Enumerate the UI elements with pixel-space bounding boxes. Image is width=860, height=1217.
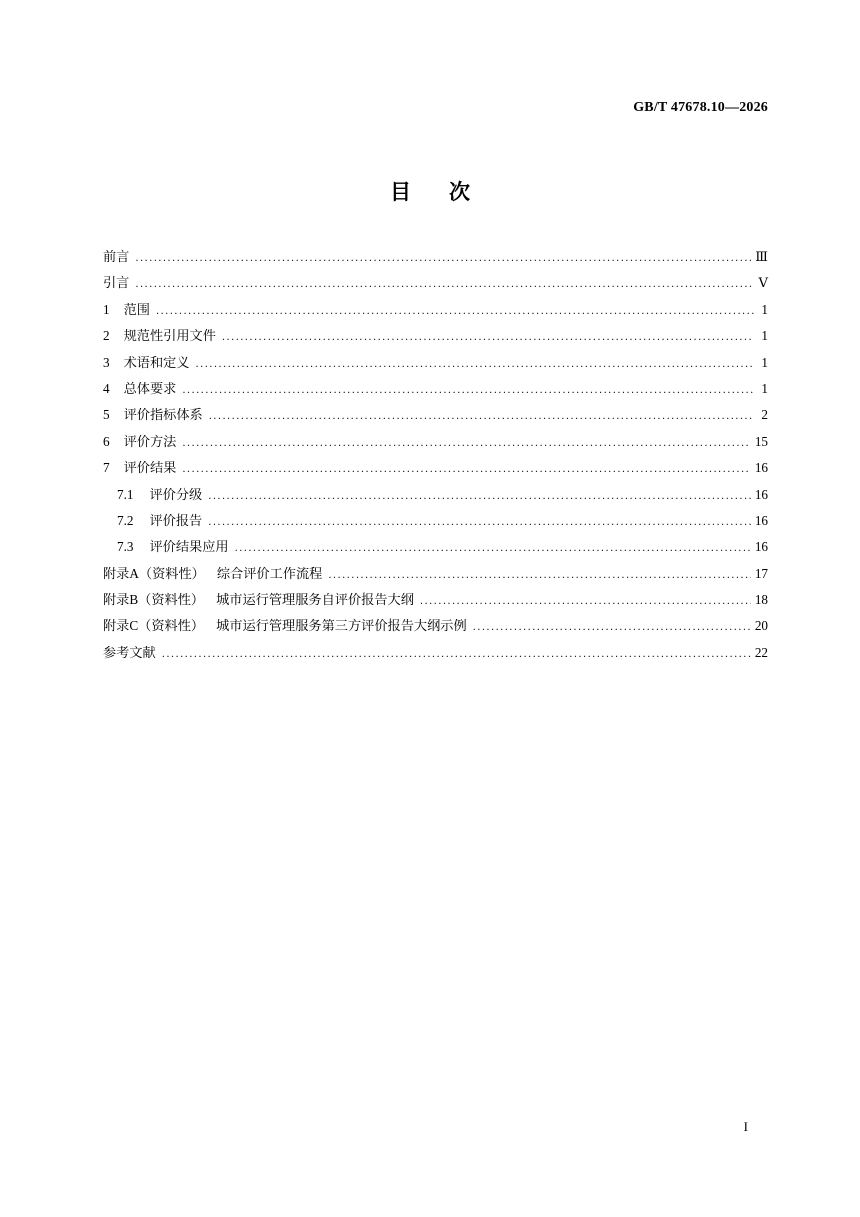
toc-leader-dots	[162, 642, 751, 668]
toc-leader-dots	[196, 352, 754, 378]
toc-entry-5[interactable]	[103, 402, 768, 428]
toc-entry-page: 22	[754, 644, 768, 660]
toc-leader-dots	[473, 615, 751, 641]
toc-entry-page: 16	[754, 539, 768, 555]
toc-entry-label: 评价方法	[123, 434, 177, 450]
toc-entry-6[interactable]	[103, 429, 768, 455]
toc-leader-dots	[222, 325, 754, 351]
toc-entry-label: 参考文献	[103, 645, 156, 661]
toc-entry-foreword[interactable]	[103, 244, 768, 270]
standard-number: GB/T 47678.10—2026	[633, 100, 768, 115]
toc-entry-label: 总体要求	[123, 381, 177, 397]
toc-leader-dots	[156, 299, 754, 325]
toc-entry-page: 17	[754, 565, 768, 581]
toc-entry-appendix-c[interactable]	[103, 613, 768, 639]
toc-leader-dots	[209, 404, 754, 430]
toc-entry-label: 规范性引用文件	[123, 329, 216, 345]
toc-entry-number: 1	[103, 301, 110, 317]
toc-entry-number: 7.2	[117, 512, 134, 528]
toc-leader-dots	[182, 431, 750, 457]
toc-leader-dots	[182, 457, 750, 483]
toc-entry-page: Ⅲ	[755, 249, 768, 264]
toc-entry-number: 7.1	[117, 486, 134, 502]
toc-entry-introduction[interactable]	[103, 270, 768, 296]
toc-entry-7-1[interactable]	[103, 482, 768, 508]
toc-leader-dots	[182, 378, 754, 404]
toc-entry-number: 5	[103, 407, 110, 423]
toc-leader-dots	[208, 510, 751, 536]
toc-entry-number: 6	[103, 433, 110, 449]
toc-leader-dots	[135, 272, 754, 298]
toc-entry-page: 16	[754, 512, 768, 528]
toc-entry-number: 3	[103, 354, 110, 370]
toc-entry-page: Ⅴ	[758, 275, 768, 291]
toc-entry-number: 附录C（资料性）	[103, 618, 205, 634]
toc-entry-appendix-a[interactable]	[103, 561, 768, 587]
toc-entry-number: 2	[103, 328, 110, 344]
toc-entry-number: 7	[103, 460, 110, 476]
toc-entry-7-2[interactable]	[103, 508, 768, 534]
toc-entry-label: 城市运行管理服务第三方评价报告大纲示例	[216, 619, 467, 635]
toc-leader-dots	[235, 536, 751, 562]
toc-entry-page: 15	[754, 433, 768, 449]
toc-entry-page: 18	[754, 592, 768, 608]
toc-leader-dots	[328, 563, 750, 589]
toc-entry-3[interactable]	[103, 350, 768, 376]
page-title: 目次	[390, 179, 508, 204]
toc-entry-label: 评价报告	[149, 513, 203, 529]
toc-entry-label: 范围	[123, 302, 150, 318]
toc-entry-bibliography[interactable]	[103, 640, 768, 666]
toc-entry-page: 1	[761, 380, 768, 396]
toc-entry-page: 2	[761, 407, 768, 423]
toc-leader-dots	[208, 484, 751, 510]
toc-entry-label: 术语和定义	[123, 355, 190, 371]
toc-entry-page: 1	[761, 301, 768, 317]
page-number: I	[743, 1119, 748, 1134]
toc-entry-7-3[interactable]	[103, 534, 768, 560]
toc-entry-page: 20	[754, 618, 768, 634]
toc-entry-page: 16	[754, 460, 768, 476]
toc-entry-number: 附录B（资料性）	[103, 592, 205, 608]
toc-entry-number: 7.3	[117, 539, 134, 555]
toc-entry-label: 城市运行管理服务自评价报告大纲	[216, 593, 414, 609]
toc-entry-appendix-b[interactable]	[103, 587, 768, 613]
toc-entry-1[interactable]	[103, 297, 768, 323]
toc-entry-label: 评价结果应用	[149, 540, 229, 556]
toc-entry-page: 1	[761, 328, 768, 344]
toc-entry-page: 16	[754, 486, 768, 502]
toc-entry-4[interactable]	[103, 376, 768, 402]
toc-entry-label: 前言	[103, 250, 130, 265]
toc-entry-label: 评价指标体系	[123, 408, 203, 424]
toc-entry-7[interactable]	[103, 455, 768, 481]
toc-entry-label: 评价结果	[123, 461, 177, 477]
toc-entry-label: 引言	[103, 276, 130, 292]
toc-leader-dots	[420, 589, 751, 615]
table-of-contents	[103, 244, 768, 666]
toc-leader-dots	[135, 246, 751, 272]
toc-entry-page: 1	[761, 354, 768, 370]
toc-entry-number: 4	[103, 380, 110, 396]
toc-entry-2[interactable]	[103, 323, 768, 349]
toc-entry-number: 附录A（资料性）	[103, 565, 205, 581]
toc-entry-label: 综合评价工作流程	[216, 566, 323, 582]
toc-entry-label: 评价分级	[149, 487, 203, 503]
